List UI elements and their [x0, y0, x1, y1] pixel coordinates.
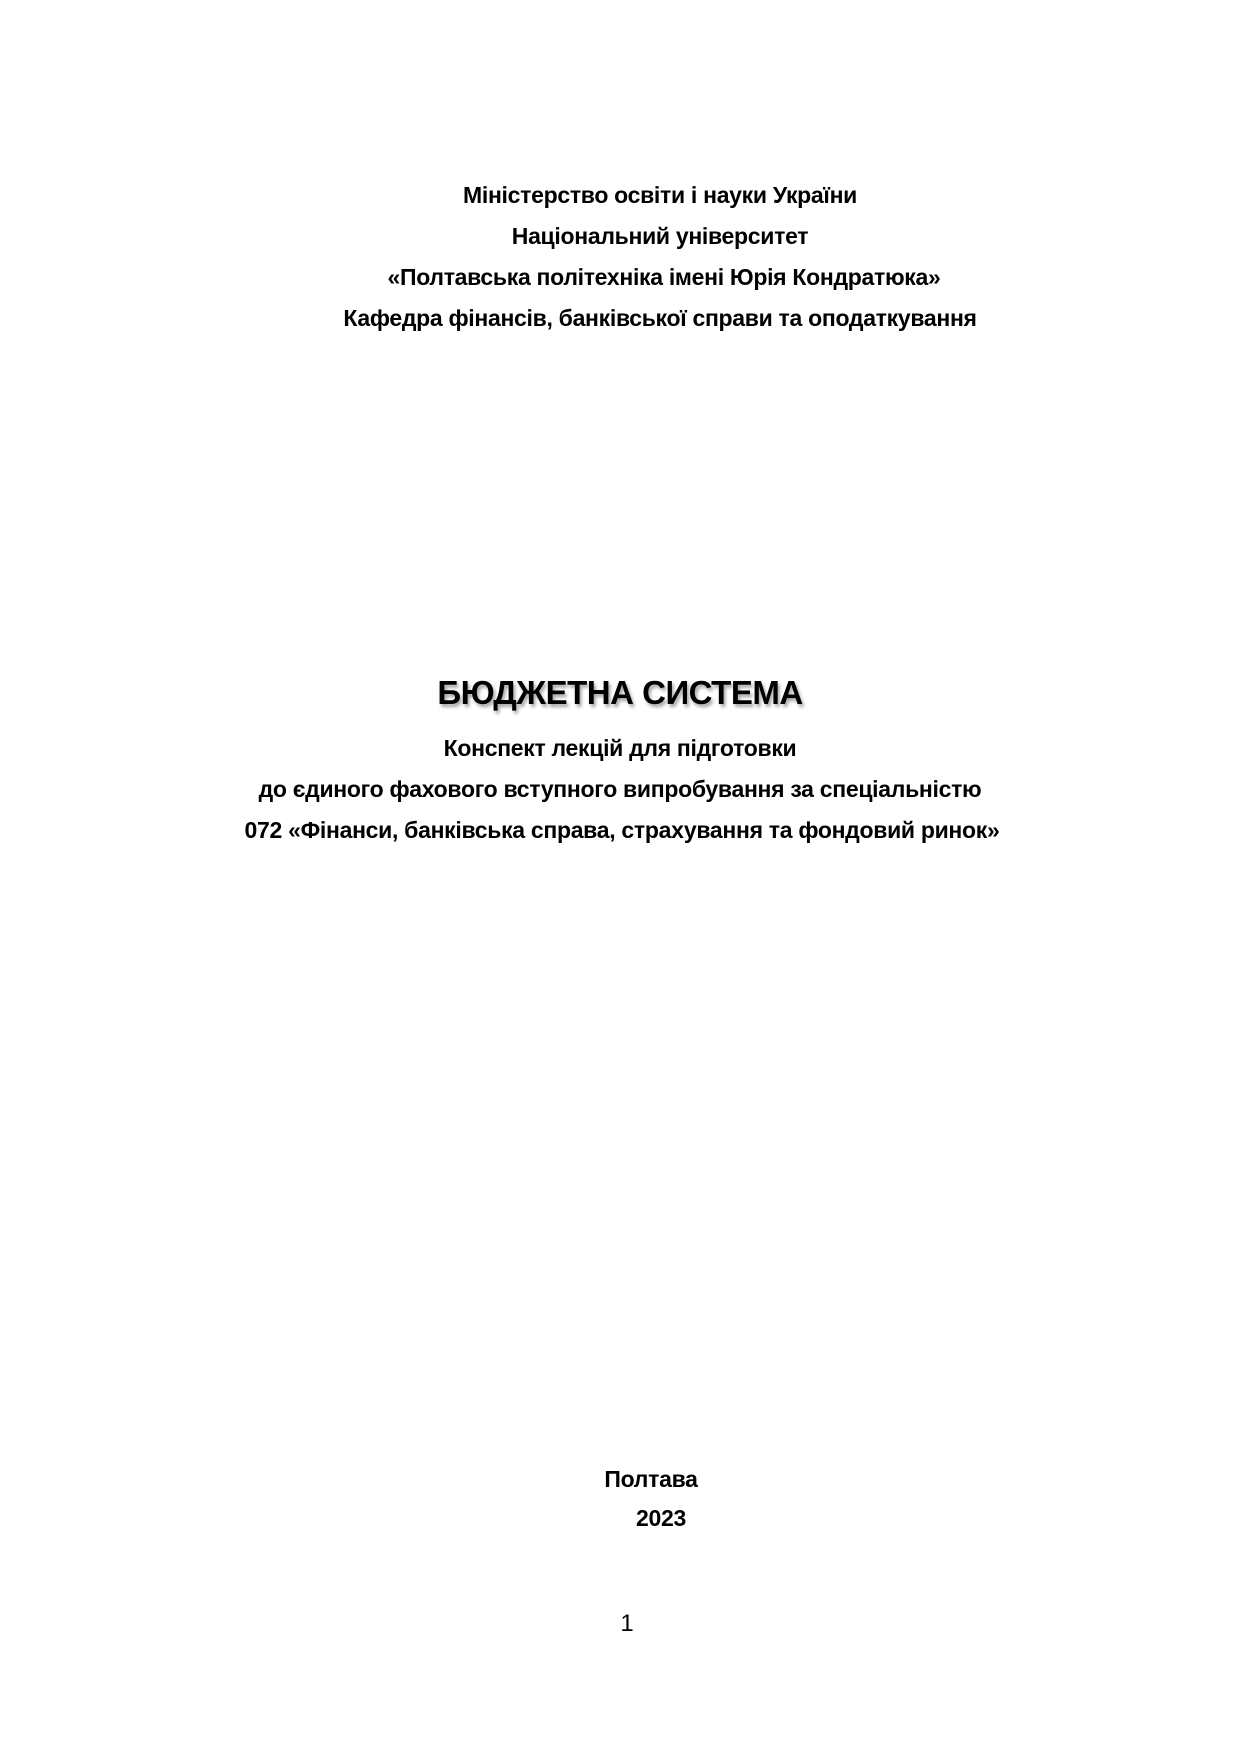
page-number: 1 — [620, 1610, 634, 1637]
subtitle-line-1: Конспект лекцій для підготовки — [443, 735, 797, 761]
subtitle-line-2: до єдиного фахового вступного випробування за спеціальністю — [258, 776, 982, 802]
document-title: БЮДЖЕТНА СИСТЕМА — [437, 674, 803, 711]
department-line: Кафедра фінансів, банківської справи та оподаткування — [343, 305, 977, 331]
ministry-line: Міністерство освіти і науки України — [463, 182, 857, 208]
university-name-line: «Полтавська політехніка імені Юрія Кондратюка» — [387, 264, 941, 290]
publication-city: Полтава — [604, 1466, 698, 1492]
publication-year: 2023 — [636, 1505, 686, 1531]
university-line: Національний університет — [511, 223, 809, 249]
subtitle-line-3: 072 «Фінанси, банківська справа, страхування та фондовий ринок» — [244, 817, 1000, 843]
